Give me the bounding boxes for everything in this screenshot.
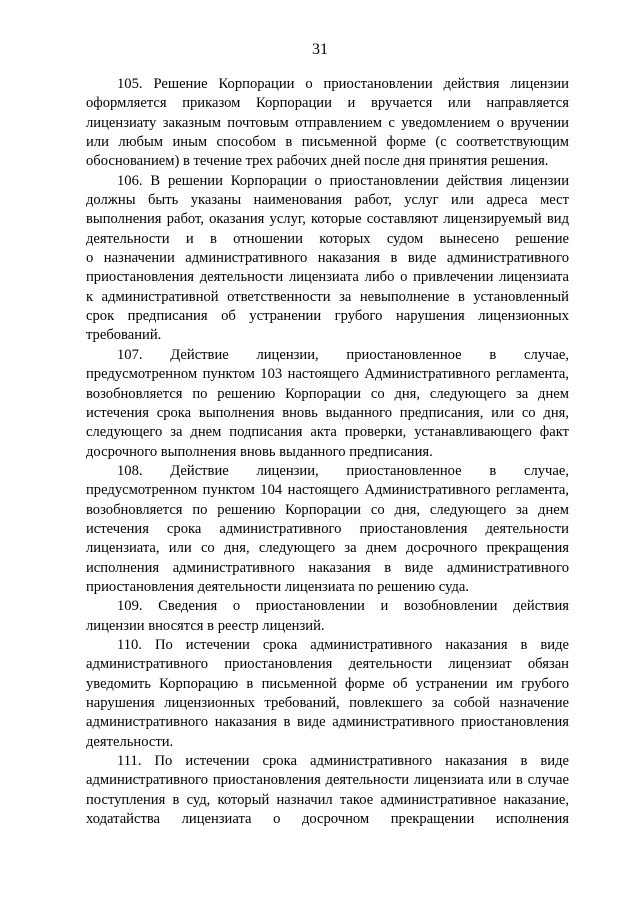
text-line: нарушения лицензионных требований, повлекшего за собой назначение: [86, 695, 569, 711]
document-body: [86, 75, 569, 829]
paragraph: [86, 752, 569, 829]
text-line: поступления в суд, который назначил такое административное наказание,: [86, 791, 569, 808]
paragraph: [86, 462, 569, 597]
text-line: деятельности и в отношении которых судом вынесено решение: [86, 230, 569, 247]
text-line: истечения срока административного приостановления деятельности: [86, 520, 569, 537]
paragraph: [86, 346, 569, 462]
text-line: лицензиату заказным почтовым отправлением с уведомлением о вручении: [86, 114, 569, 131]
text-line: 110. По истечении срока административного наказания в виде: [117, 636, 569, 653]
text-line: лицензиата, или со дня, следующего за днем досрочного прекращения: [86, 540, 569, 557]
text-line: требований.: [86, 327, 162, 344]
text-line: предусмотренном пунктом 103 настоящего Административного регламента,: [86, 366, 569, 383]
text-line: приостановления деятельности лицензиата по решению суда.: [86, 578, 470, 595]
paragraph: [86, 636, 569, 752]
text-line: 109. Сведения о приостановлении и возобновлении действия: [117, 598, 569, 615]
text-line: истечения срока выполнения вновь выданного предписания, или со дня,: [86, 404, 569, 421]
text-line: или любым иным способом в письменной форме (с соответствующим: [86, 134, 569, 151]
text-line: 107. Действие лицензии, приостановленное в случае,: [117, 346, 569, 363]
text-line: возобновляется по решению Корпорации со дня, следующего за днем: [86, 501, 569, 518]
text-line: должны быть указаны наименования работ, услуг или адреса мест: [86, 192, 569, 209]
text-line: к административной ответственности за невыполнение в установленный: [86, 288, 569, 305]
text-line: исполнения административного наказания в виде административного: [86, 559, 569, 576]
text-line: возобновляется по решению Корпорации со дня, следующего за днем: [86, 385, 569, 402]
text-line: деятельности.: [86, 733, 174, 750]
paragraph: [86, 597, 569, 636]
page-number: 31: [312, 41, 328, 58]
text-line: оформляется приказом Корпорации и вручается или направляется: [86, 95, 569, 112]
text-line: срок предписания об устранении грубого нарушения лицензионных: [86, 308, 569, 325]
text-line: предусмотренном пунктом 104 настоящего Административного регламента,: [86, 482, 569, 499]
text-line: приостановления деятельности лицензиата либо о привлечении лицензиата: [86, 269, 569, 286]
text-line: 111. По истечении срока административного наказания в виде: [117, 753, 569, 770]
text-line: 108. Действие лицензии, приостановленное в случае,: [117, 462, 569, 479]
text-line: административного наказания в виде административного приостановления: [86, 714, 569, 731]
text-line: выполнения работ, оказания услуг, которые составляют лицензируемый вид: [86, 211, 569, 228]
text-line: уведомить Корпорацию в письменной форме об устранении им грубого: [86, 675, 569, 692]
text-line: 105. Решение Корпорации о приостановлении действия лицензии: [117, 76, 569, 92]
text-line: ходатайства лицензиата о досрочном прекращении исполнения: [86, 811, 569, 828]
text-line: обоснованием) в течение трех рабочих дней после дня принятия решения.: [86, 153, 549, 170]
paragraph: [86, 172, 569, 346]
text-line: досрочного выполнения вновь выданного предписания.: [86, 443, 433, 460]
paragraph: [86, 75, 569, 172]
text-line: 106. В решении Корпорации о приостановлении действия лицензии: [117, 172, 569, 189]
text-line: о назначении административного наказания в виде административного: [86, 250, 569, 267]
text-line: лицензии вносятся в реестр лицензий.: [86, 617, 325, 634]
text-line: административного приостановления деятельности лицензиат обязан: [86, 656, 569, 673]
text-line: следующего за днем подписания акта проверки, устанавливающего факт: [86, 424, 569, 441]
text-line: административного приостановления деятельности лицензиата или в случае: [86, 772, 569, 789]
